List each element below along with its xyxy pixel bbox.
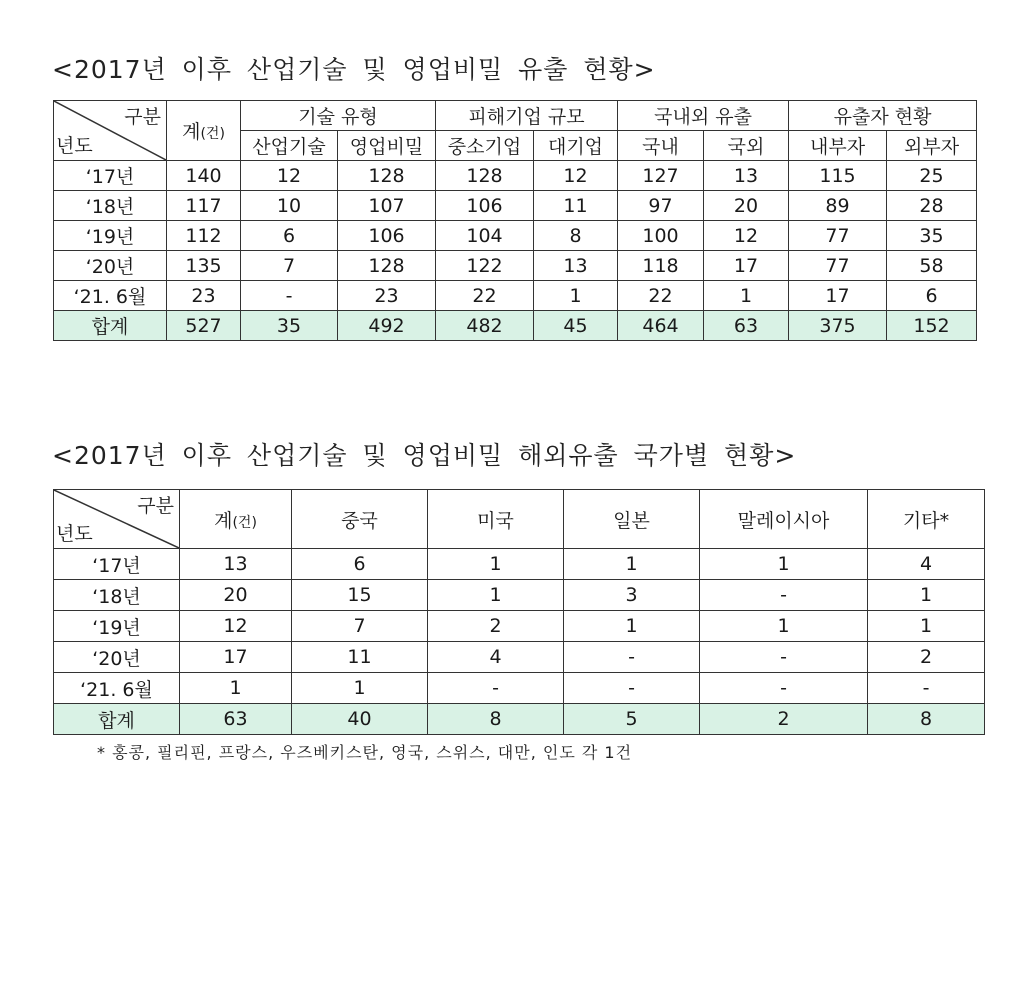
year-cell: ‘19년 [54,221,167,251]
table1-title: <2017년 이후 산업기술 및 영업비밀 유출 현황> [52,55,656,84]
table2-corner-cell [54,490,180,549]
table-row [54,281,977,311]
value-cell: 3 [564,580,700,611]
value-cell: 25 [887,161,977,191]
value-cell: 1 [534,281,618,311]
overseas-leak-by-country-table [53,489,985,735]
value-cell: 7 [292,611,428,642]
corner-label-category: 구분 [124,106,161,128]
total-header-label: 계 [214,509,233,532]
value-cell: 1 [868,580,985,611]
table-row [54,221,977,251]
table2-title: <2017년 이후 산업기술 및 영업비밀 해외유출 국가별 현황> [52,441,797,470]
value-cell: 4 [428,642,564,673]
value-cell: 11 [292,642,428,673]
subheader-large-company: 대기업 [534,131,618,161]
group-header-company-size: 피해기업 규모 [436,101,618,131]
header-malaysia: 말레이시아 [700,490,868,549]
value-cell: - [868,673,985,704]
value-cell: 11 [534,191,618,221]
table1-corner-cell [54,101,167,161]
value-cell: 17 [789,281,887,311]
table2-header-row [54,490,985,549]
value-cell: 23 [167,281,241,311]
group-header-leaker: 유출자 현황 [789,101,977,131]
value-cell: 35 [887,221,977,251]
total-column-header [167,101,241,161]
total-value-cell: 45 [534,311,618,341]
group-header-tech-type: 기술 유형 [241,101,436,131]
subheader-insider: 내부자 [789,131,887,161]
value-cell: 58 [887,251,977,281]
value-cell: 12 [180,611,292,642]
table-row [54,549,985,580]
table-row [54,673,985,704]
total-value-cell: 527 [167,311,241,341]
total-column-header [180,490,292,549]
table1-total-row [54,311,977,341]
total-value-cell: 152 [887,311,977,341]
value-cell: - [700,673,868,704]
corner-label-year: 년도 [56,135,93,157]
value-cell: 6 [241,221,338,251]
value-cell: 97 [618,191,704,221]
header-usa: 미국 [428,490,564,549]
subheader-outsider: 외부자 [887,131,977,161]
value-cell: - [564,673,700,704]
value-cell: 13 [180,549,292,580]
total-value-cell: 482 [436,311,534,341]
table-row [54,642,985,673]
total-value-cell: 375 [789,311,887,341]
value-cell: 1 [428,549,564,580]
value-cell: 1 [704,281,789,311]
year-cell: ‘19년 [54,611,180,642]
value-cell: 20 [704,191,789,221]
value-cell: 128 [338,161,436,191]
year-cell: ‘17년 [54,161,167,191]
value-cell: 12 [534,161,618,191]
value-cell: 100 [618,221,704,251]
table-row [54,611,985,642]
subheader-industrial-tech: 산업기술 [241,131,338,161]
total-label-cell: 합계 [54,311,167,341]
value-cell: 22 [618,281,704,311]
value-cell: 13 [534,251,618,281]
value-cell: 8 [534,221,618,251]
value-cell: 117 [167,191,241,221]
corner-label-year: 년도 [56,523,93,545]
value-cell: 77 [789,221,887,251]
year-cell: ‘21. 6월 [54,673,180,704]
total-value-cell: 40 [292,704,428,735]
header-other: 기타* [868,490,985,549]
value-cell: 6 [292,549,428,580]
value-cell: 106 [436,191,534,221]
header-japan: 일본 [564,490,700,549]
value-cell: - [700,642,868,673]
value-cell: 128 [338,251,436,281]
year-cell: ‘18년 [54,580,180,611]
unit-label: (건) [200,126,225,142]
value-cell: 89 [789,191,887,221]
value-cell: - [241,281,338,311]
value-cell: 13 [704,161,789,191]
value-cell: 1 [180,673,292,704]
value-cell: - [428,673,564,704]
total-value-cell: 8 [428,704,564,735]
value-cell: 28 [887,191,977,221]
subheader-domestic: 국내 [618,131,704,161]
subheader-sme: 중소기업 [436,131,534,161]
table-row [54,580,985,611]
value-cell: 122 [436,251,534,281]
value-cell: 1 [700,549,868,580]
value-cell: 118 [618,251,704,281]
value-cell: 127 [618,161,704,191]
value-cell: 6 [887,281,977,311]
value-cell: 7 [241,251,338,281]
value-cell: 12 [241,161,338,191]
value-cell: - [700,580,868,611]
value-cell: 12 [704,221,789,251]
value-cell: 135 [167,251,241,281]
header-china: 중국 [292,490,428,549]
table1-group-header-row [54,101,977,131]
total-value-cell: 35 [241,311,338,341]
year-cell: ‘17년 [54,549,180,580]
value-cell: 17 [704,251,789,281]
value-cell: 20 [180,580,292,611]
total-value-cell: 464 [618,311,704,341]
value-cell: 128 [436,161,534,191]
group-header-domestic-foreign: 국내외 유출 [618,101,789,131]
value-cell: 112 [167,221,241,251]
value-cell: 1 [428,580,564,611]
year-cell: ‘20년 [54,251,167,281]
value-cell: 1 [868,611,985,642]
table-row [54,161,977,191]
value-cell: 115 [789,161,887,191]
value-cell: 4 [868,549,985,580]
value-cell: 106 [338,221,436,251]
value-cell: 2 [868,642,985,673]
total-value-cell: 63 [180,704,292,735]
table-row [54,251,977,281]
value-cell: 140 [167,161,241,191]
subheader-trade-secret: 영업비밀 [338,131,436,161]
total-header-label: 계 [182,121,201,143]
value-cell: 107 [338,191,436,221]
total-value-cell: 2 [700,704,868,735]
value-cell: 15 [292,580,428,611]
leak-status-table [53,100,977,341]
total-value-cell: 492 [338,311,436,341]
value-cell: 1 [564,611,700,642]
corner-label-category: 구분 [137,495,174,517]
value-cell: 17 [180,642,292,673]
unit-label: (건) [232,514,257,531]
value-cell: 23 [338,281,436,311]
total-value-cell: 63 [704,311,789,341]
value-cell: 22 [436,281,534,311]
value-cell: 1 [292,673,428,704]
value-cell: 77 [789,251,887,281]
footnote: * 홍콩, 필리핀, 프랑스, 우즈베키스탄, 영국, 스위스, 대만, 인도 각 1건 [97,743,633,762]
table2-total-row [54,704,985,735]
subheader-foreign: 국외 [704,131,789,161]
total-label-cell: 합계 [54,704,180,735]
total-value-cell: 8 [868,704,985,735]
value-cell: 10 [241,191,338,221]
table-row [54,191,977,221]
value-cell: 1 [700,611,868,642]
year-cell: ‘21. 6월 [54,281,167,311]
total-value-cell: 5 [564,704,700,735]
value-cell: 104 [436,221,534,251]
year-cell: ‘20년 [54,642,180,673]
year-cell: ‘18년 [54,191,167,221]
value-cell: 2 [428,611,564,642]
value-cell: 1 [564,549,700,580]
value-cell: - [564,642,700,673]
